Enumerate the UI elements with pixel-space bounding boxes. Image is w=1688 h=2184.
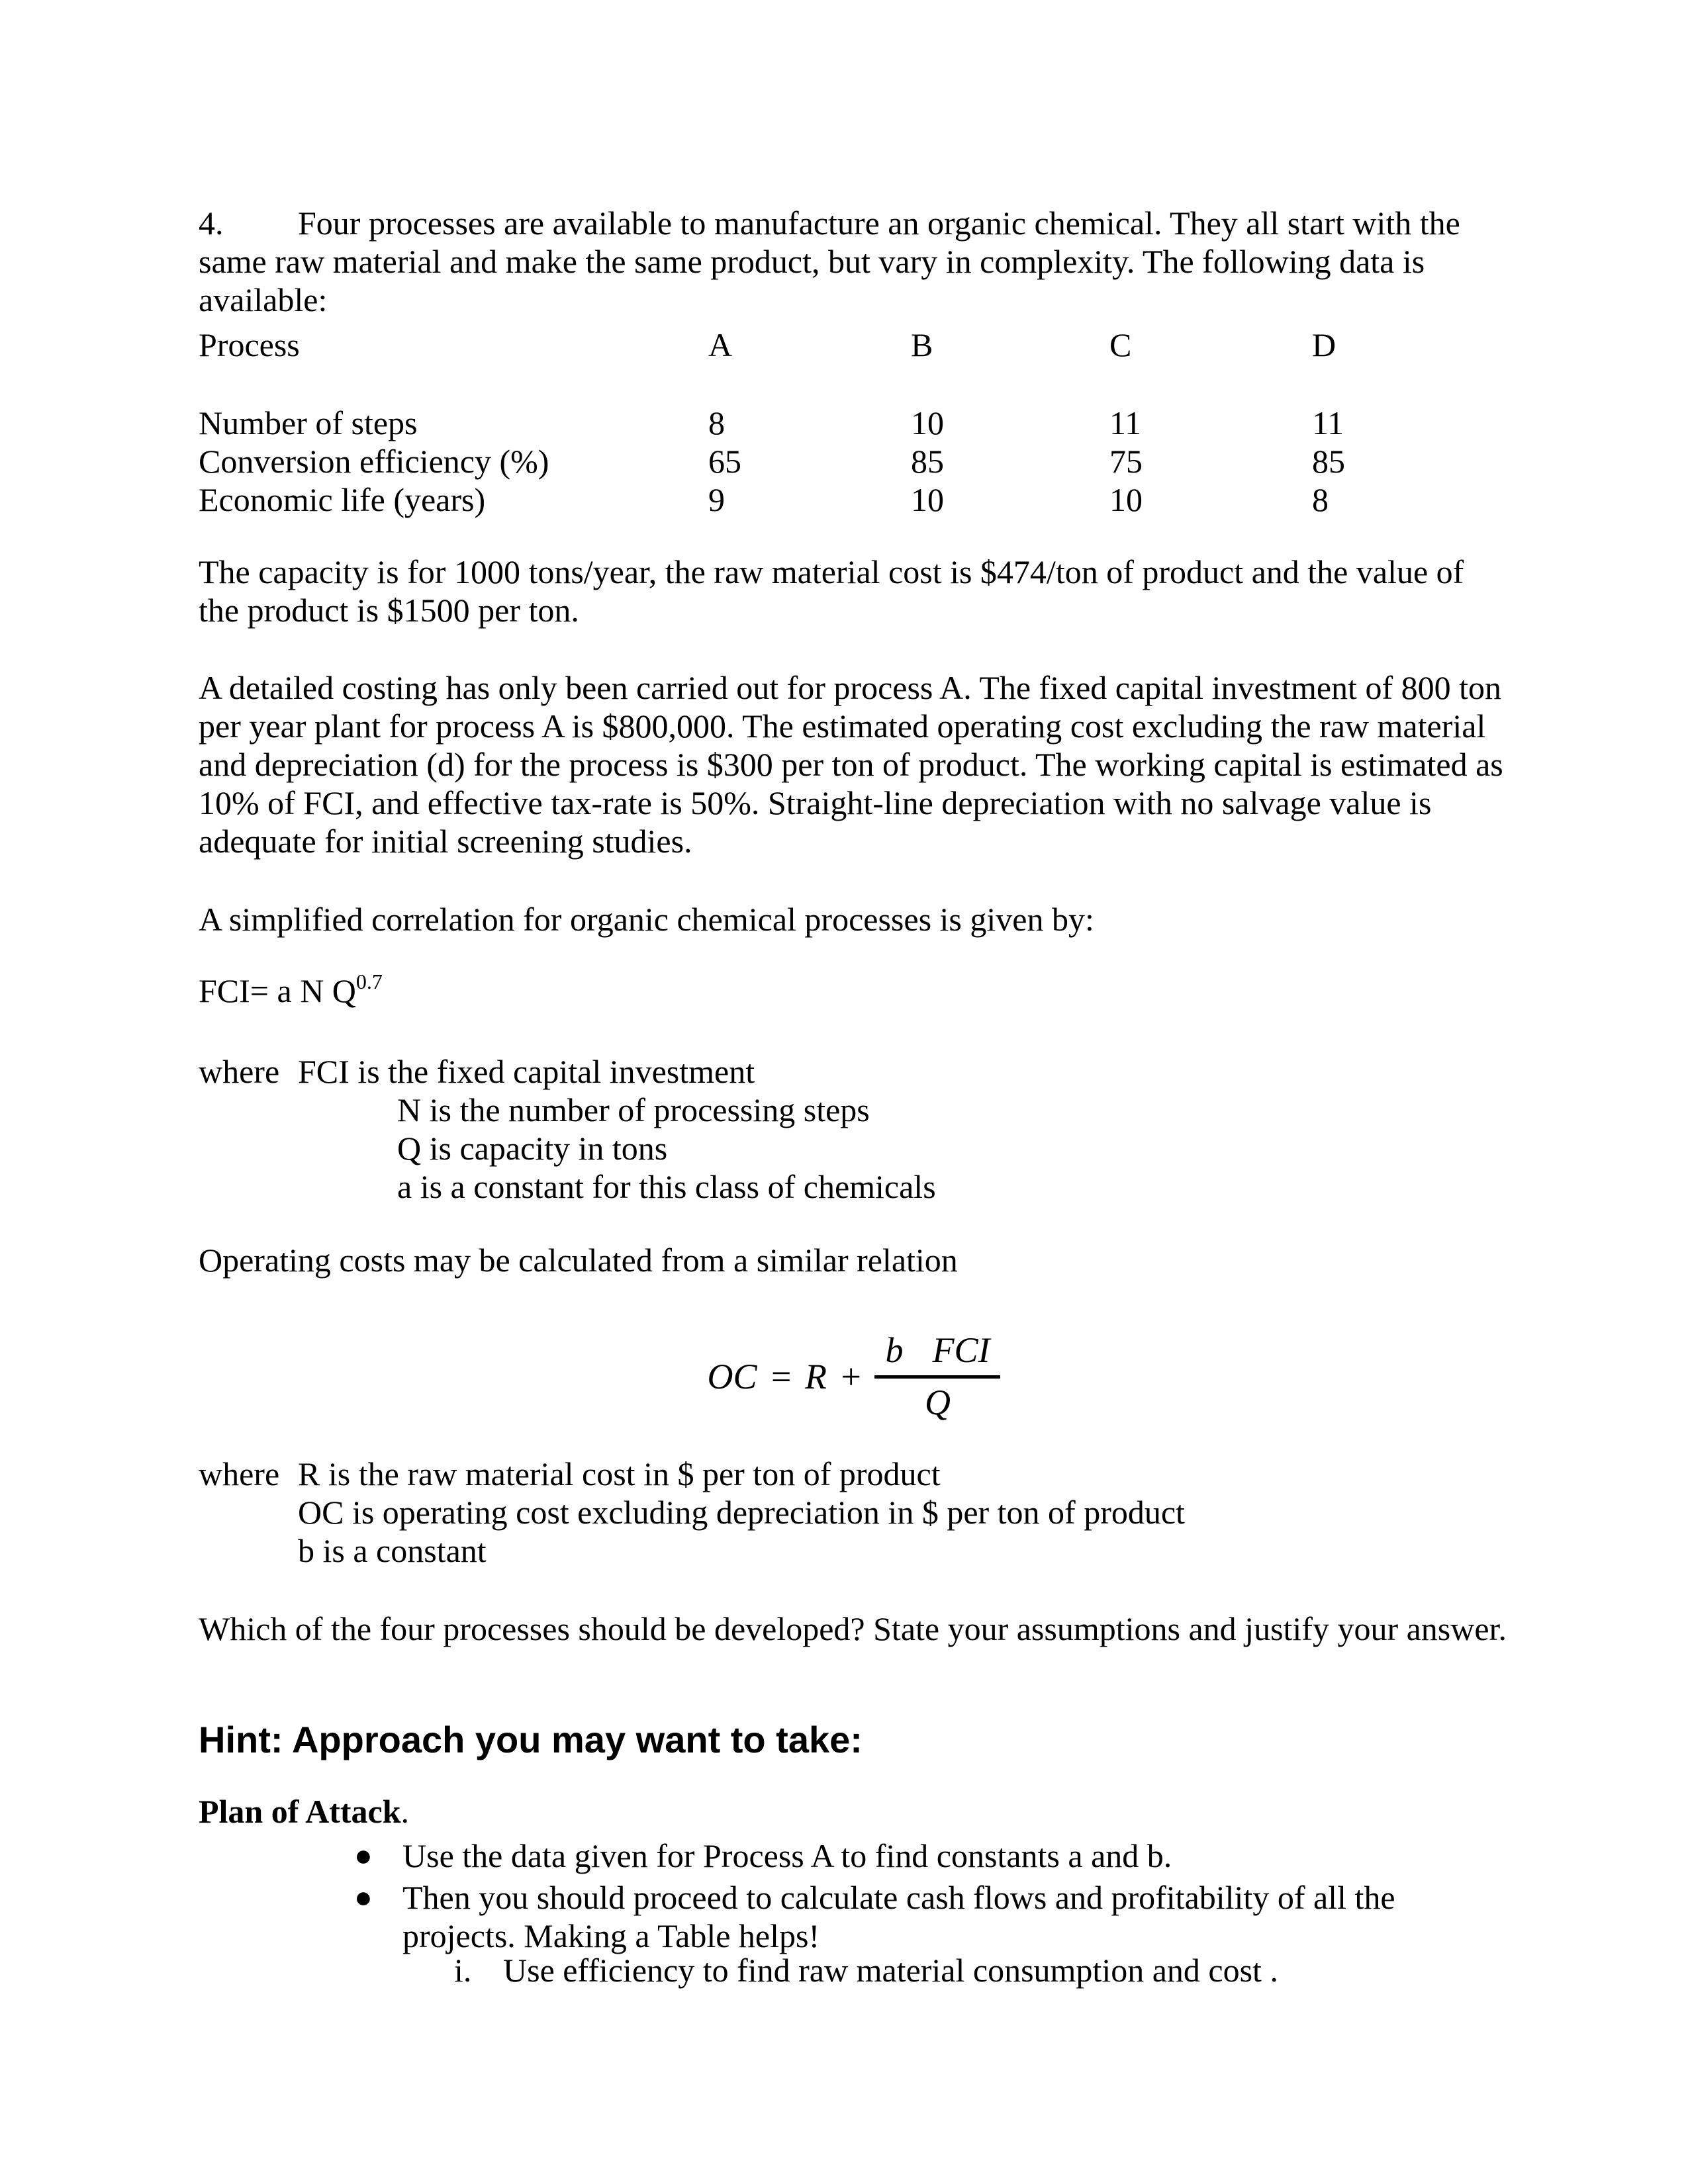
question-paragraph bbox=[199, 204, 1509, 319]
fraction-denominator: Q bbox=[924, 1383, 951, 1422]
question-number: 4. bbox=[199, 205, 224, 242]
table-spacer bbox=[199, 364, 1509, 404]
where-line bbox=[199, 1455, 1509, 1493]
table-column-b: B bbox=[911, 326, 933, 363]
where-label: where bbox=[199, 1455, 280, 1492]
question-prompt: Which of the four processes should be developed? State your assumptions and justify your answer. bbox=[199, 1610, 1507, 1647]
numerator-fci: FCI bbox=[932, 1330, 990, 1370]
correlation-intro: A simplified correlation for organic chemical processes is given by: bbox=[199, 901, 1094, 938]
table-column-d: D bbox=[1312, 326, 1336, 363]
equals-sign: = bbox=[769, 1356, 793, 1396]
steps-value-c: 11 bbox=[1109, 404, 1142, 441]
table-row bbox=[199, 404, 1509, 442]
efficiency-value-a: 65 bbox=[708, 443, 741, 480]
steps-value-d: 11 bbox=[1312, 404, 1344, 441]
oc-formula-lhs: OC bbox=[707, 1356, 757, 1396]
roman-numeral-marker: i. bbox=[454, 1952, 472, 1989]
plan-bullet-item bbox=[199, 1878, 1509, 1955]
fci-formula-base: FCI= a N Q bbox=[199, 972, 356, 1009]
oc-definition: OC is operating cost excluding depreciation in $ per ton of product bbox=[298, 1494, 1185, 1531]
where-label: where bbox=[199, 1053, 280, 1090]
bullet-icon: ● bbox=[354, 1839, 373, 1872]
n-definition: N is the number of processing steps bbox=[397, 1091, 870, 1128]
table-row bbox=[199, 480, 1509, 519]
oc-formula bbox=[199, 1330, 1509, 1422]
fci-formula bbox=[199, 972, 1509, 1010]
steps-value-b: 10 bbox=[911, 404, 944, 441]
fraction-numerator bbox=[874, 1330, 1000, 1379]
life-value-d: 8 bbox=[1312, 481, 1329, 518]
plus-sign: + bbox=[839, 1356, 863, 1396]
table-row bbox=[199, 442, 1509, 480]
plan-heading-period: . bbox=[400, 1793, 410, 1830]
a-definition: a is a constant for this class of chemicals bbox=[397, 1168, 936, 1205]
r-definition: R is the raw material cost in $ per ton of product bbox=[298, 1455, 941, 1492]
operating-costs-intro: Operating costs may be calculated from a similar relation bbox=[199, 1242, 958, 1279]
efficiency-value-c: 75 bbox=[1109, 443, 1143, 480]
efficiency-value-d: 85 bbox=[1312, 443, 1345, 480]
table-row-header: Process bbox=[199, 326, 300, 363]
table-column-c: C bbox=[1109, 326, 1132, 363]
fci-definition: FCI is the fixed capital investment bbox=[298, 1053, 755, 1090]
steps-value-a: 8 bbox=[708, 404, 725, 441]
numerator-b: b bbox=[885, 1330, 904, 1370]
life-value-a: 9 bbox=[708, 481, 725, 518]
oc-formula-fraction bbox=[874, 1330, 1000, 1422]
hint-heading: Hint: Approach you may want to take: bbox=[199, 1719, 863, 1760]
oc-where-block bbox=[199, 1455, 1509, 1570]
process-table bbox=[199, 326, 1509, 519]
life-value-b: 10 bbox=[911, 481, 944, 518]
question-intro-text: Four processes are available to manufacture an organic chemical. They all start with the same raw material and make the same product, but vary in complexity. The following data is available: bbox=[199, 205, 1460, 318]
capacity-paragraph: The capacity is for 1000 tons/year, the raw material cost is $474/ton of product and the value of the product is $1500 per ton. bbox=[199, 553, 1464, 629]
fci-where-block bbox=[199, 1052, 1509, 1206]
plan-bullet-item bbox=[199, 1837, 1509, 1875]
row-label-number-of-steps: Number of steps bbox=[199, 404, 418, 441]
where-line bbox=[199, 1052, 1509, 1091]
b-definition: b is a constant bbox=[298, 1532, 487, 1569]
table-column-a: A bbox=[708, 326, 733, 363]
process-table-header-row bbox=[199, 326, 1509, 364]
costing-paragraph: A detailed costing has only been carried out for process A. The fixed capital investment of 800 ton per year plant for process A is $800,000. The estimated operating cost excluding the raw material and depreciation (d) for the process is $300 per ton of product. The working capital is estimated as 10% of FCI, and effective tax-rate is 50%. Straight-line depreciation with no salvage value is adequate for initial screening studies. bbox=[199, 669, 1503, 860]
bullet-icon: ● bbox=[354, 1880, 373, 1914]
bullet-text-cash-flows: Then you should proceed to calculate cash flows and profitability of all the projects. Making a Table helps! bbox=[402, 1879, 1395, 1954]
plan-of-attack-heading bbox=[199, 1792, 1509, 1831]
q-definition: Q is capacity in tons bbox=[397, 1130, 668, 1167]
fci-formula-exponent: 0.7 bbox=[355, 970, 383, 994]
bullet-text-constants: Use the data given for Process A to find constants a and b. bbox=[402, 1837, 1172, 1874]
row-label-conversion-efficiency: Conversion efficiency (%) bbox=[199, 443, 549, 480]
oc-formula-r-term: R bbox=[805, 1356, 827, 1396]
life-value-c: 10 bbox=[1109, 481, 1143, 518]
sub-item-text: Use efficiency to find raw material consumption and cost . bbox=[503, 1952, 1278, 1989]
row-label-economic-life: Economic life (years) bbox=[199, 481, 486, 518]
plan-sub-item bbox=[199, 1951, 1509, 1989]
efficiency-value-b: 85 bbox=[911, 443, 944, 480]
plan-heading-text: Plan of Attack bbox=[199, 1793, 401, 1830]
